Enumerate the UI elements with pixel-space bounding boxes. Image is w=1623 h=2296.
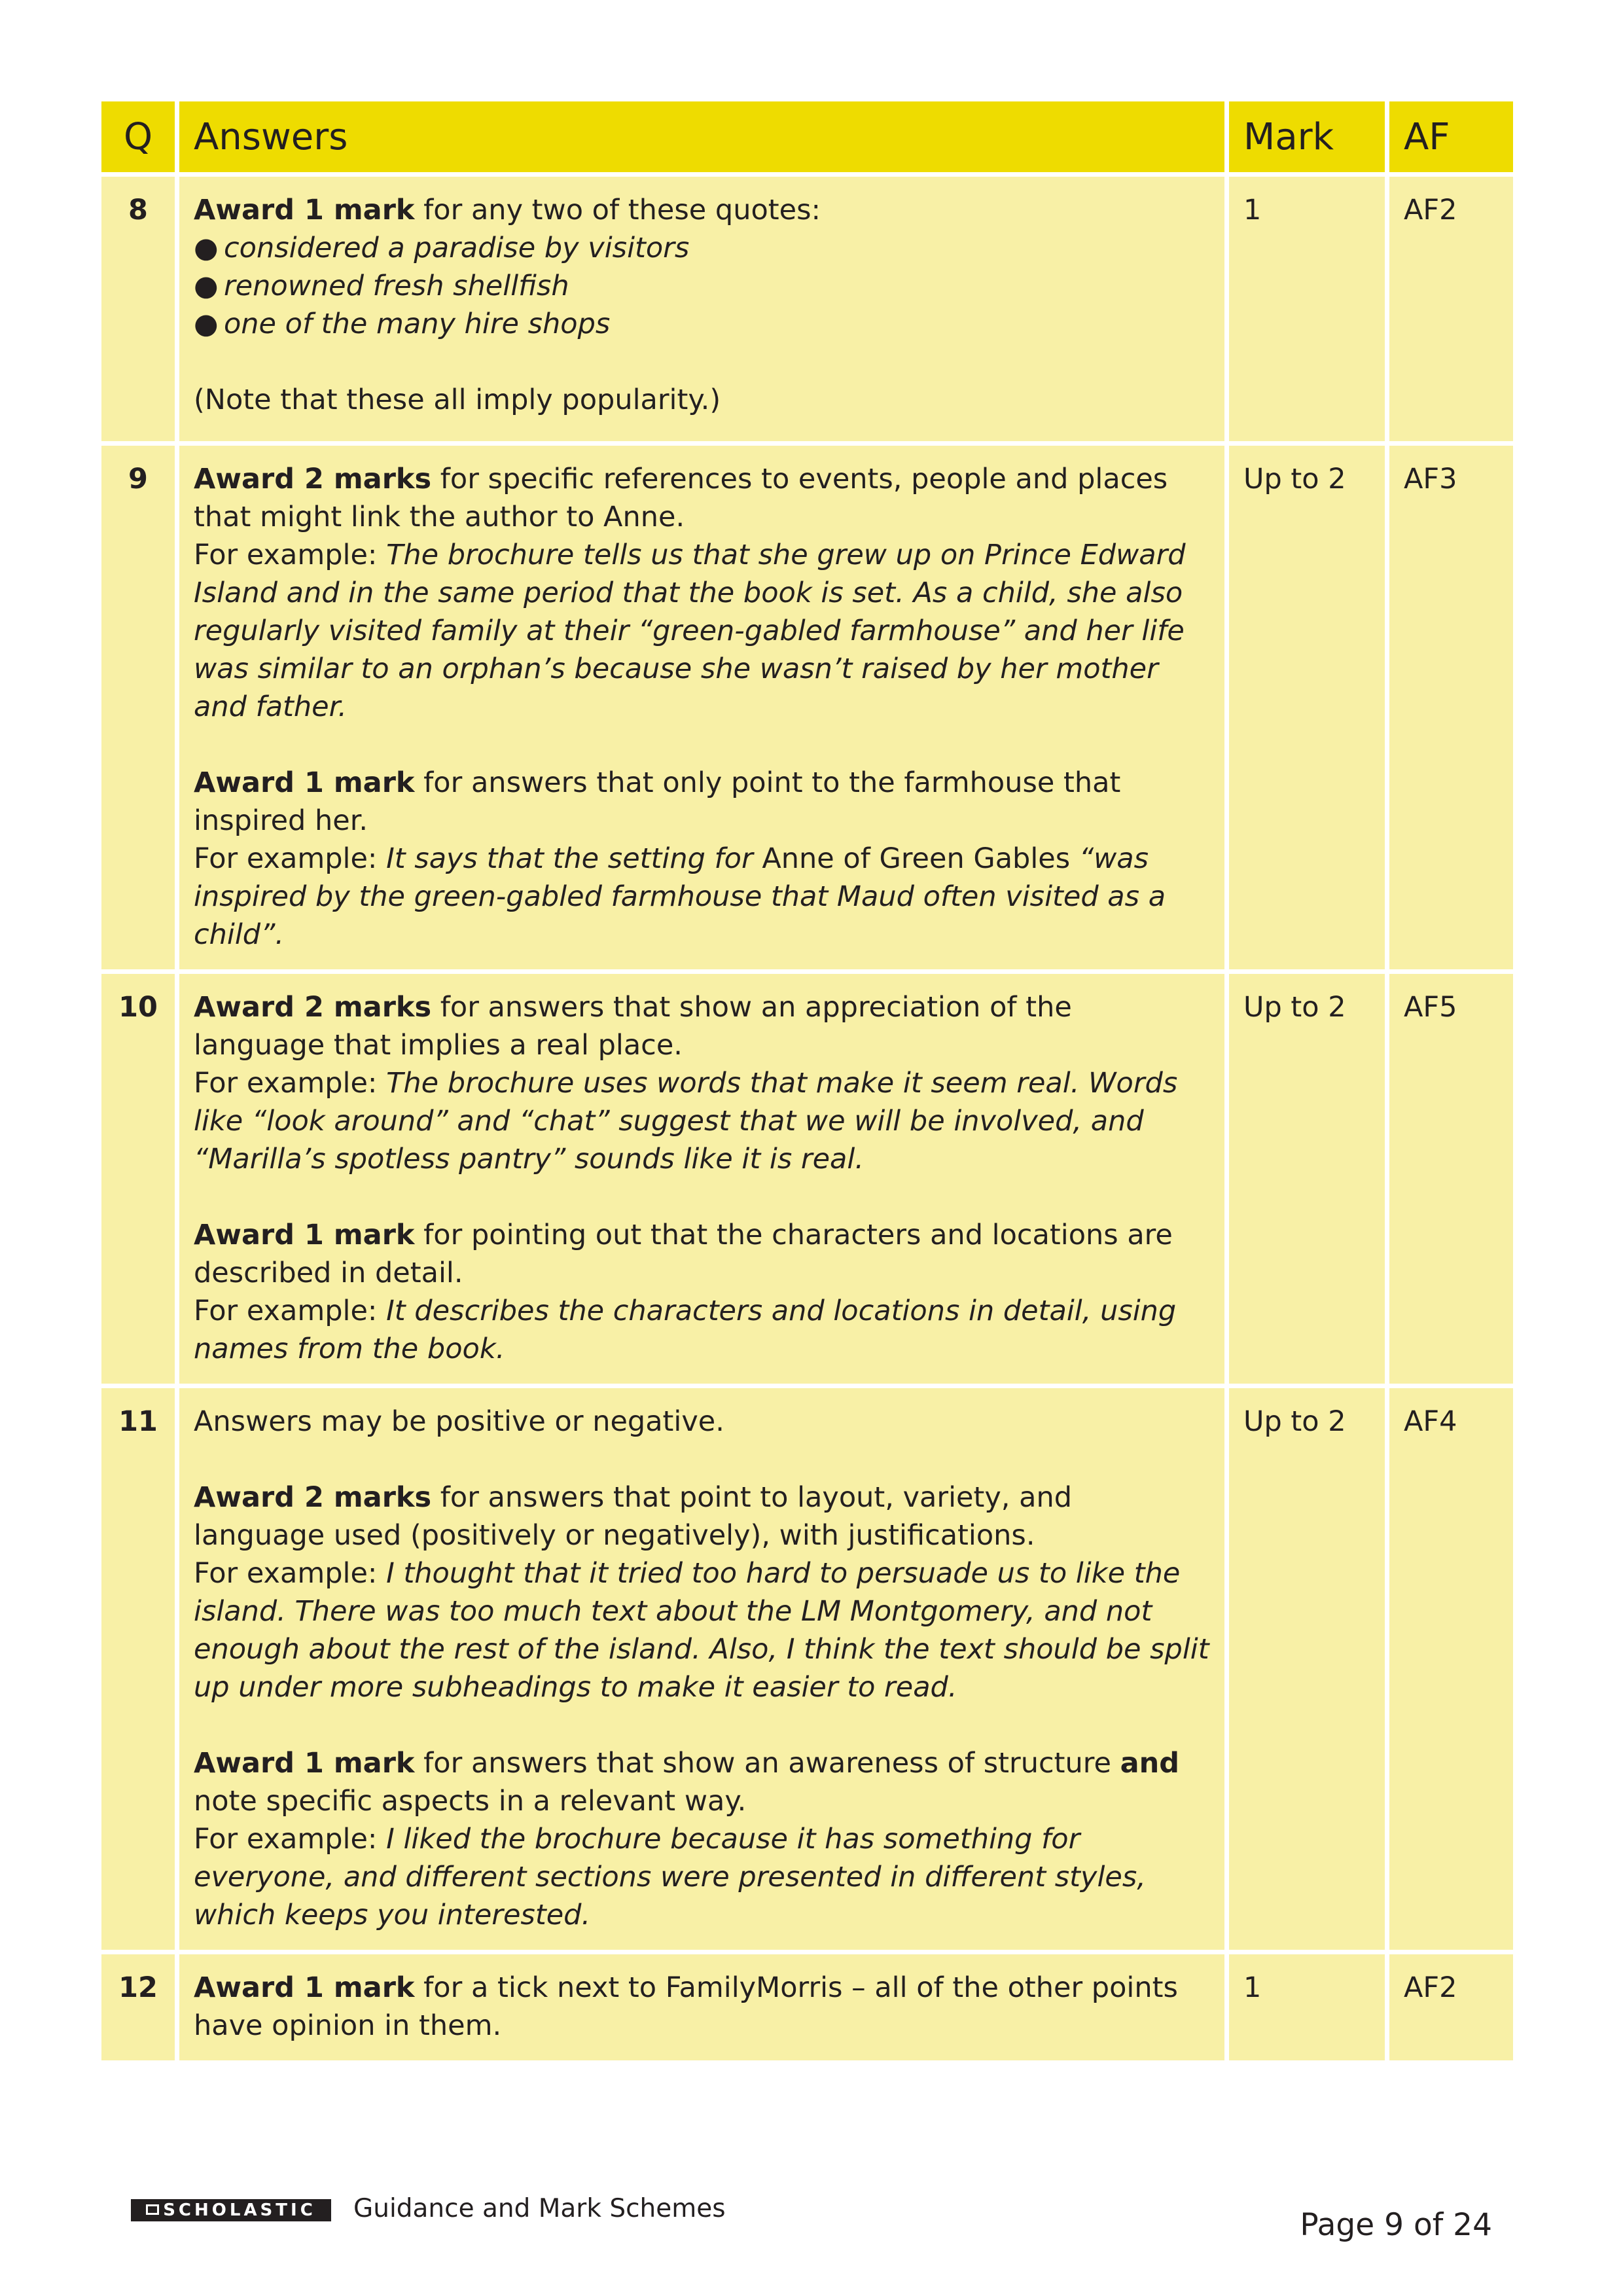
intro-text: Answers may be positive or negative. [194, 1405, 724, 1438]
example-text: I thought that it tried too hard to persuade us to like the island. There was too much text about the LM Montgomery, and not enough about the rest of the island. Also, I think the text should be split up under more subheadings to make it easier to read. [194, 1557, 1209, 1704]
bullet-icon: ● [194, 270, 219, 302]
page-number: Page 9 of 24 [1300, 2207, 1492, 2243]
table-header-row [101, 101, 1513, 172]
award-text: for answers that point to layout, variety, and language used (positively or negatively), with justifications. [194, 1481, 1073, 1552]
quote-list [194, 229, 1210, 343]
answer-cell [179, 1954, 1224, 2060]
answer-cell [179, 1388, 1224, 1950]
example-label: For example: [194, 539, 387, 571]
table-row [101, 974, 1513, 1384]
header-af: AF [1389, 101, 1513, 172]
award-label: Award 1 mark [194, 1219, 415, 1251]
list-item: ● renowned fresh shellfish [194, 267, 1210, 305]
table-row [101, 1388, 1513, 1950]
af-cell: AF2 [1389, 177, 1513, 441]
af-cell: AF5 [1389, 974, 1513, 1384]
example-label: For example: [194, 1067, 387, 1100]
header-q: Q [101, 101, 175, 172]
award-text: for answers that only point to the farmhouse that inspired her. [194, 766, 1121, 837]
award-label: Award 1 mark [194, 1971, 415, 2004]
mark-cell: Up to 2 [1229, 1388, 1385, 1950]
mark-cell: 1 [1229, 1954, 1385, 2060]
example-text: It says that the setting for [386, 842, 762, 875]
table-row [101, 446, 1513, 969]
award-label: Award 1 mark [194, 194, 415, 226]
award-text: for answers that show an awareness of structure [414, 1747, 1120, 1780]
mark-cell: Up to 2 [1229, 446, 1385, 969]
answer-cell [179, 446, 1224, 969]
award-label: Award 1 mark [194, 1747, 415, 1780]
header-answers: Answers [179, 101, 1224, 172]
award-text: for answers that show an appreciation of the language that implies a real place. [194, 991, 1072, 1062]
example-text: I liked the brochure because it has something for everyone, and different sections were presented in different styles, which keeps you interested. [194, 1823, 1146, 1931]
award-label: Award 2 marks [194, 991, 432, 1024]
mark-cell: 1 [1229, 177, 1385, 441]
example-label: For example: [194, 1295, 387, 1327]
example-text: “was inspired by the green-gabled farmhouse that Maud often visited as a child”. [194, 842, 1166, 951]
af-cell: AF4 [1389, 1388, 1513, 1950]
example-text: The brochure tells us that she grew up on Prince Edward Island and in the same period that the book is set. As a child, she also regularly visited family at their “green-gabled farmhouse” and her life was similar to an orphan’s because she wasn’t raised by her mother and father. [194, 539, 1186, 723]
table-row [101, 177, 1513, 441]
mark-scheme-table [97, 97, 1518, 2065]
answer-cell [179, 177, 1224, 441]
af-cell: AF2 [1389, 1954, 1513, 2060]
question-number: 10 [101, 974, 175, 1384]
example-label: For example: [194, 1557, 387, 1590]
example-label: For example: [194, 1823, 387, 1856]
question-number: 12 [101, 1954, 175, 2060]
award-text: note specific aspects in a relevant way. [194, 1785, 747, 1818]
footer-title: Guidance and Mark Schemes [353, 2194, 726, 2223]
award-text: for pointing out that the characters and locations are described in detail. [194, 1219, 1173, 1289]
example-text: It describes the characters and locations in detail, using names from the book. [194, 1295, 1177, 1365]
award-text: for specific references to events, people and places that might link the author to Anne. [194, 463, 1168, 533]
header-mark: Mark [1229, 101, 1385, 172]
award-label: Award 1 mark [194, 766, 415, 799]
list-item: ● considered a paradise by visitors [194, 229, 1210, 267]
table-row [101, 1954, 1513, 2060]
question-number: 8 [101, 177, 175, 441]
answer-cell [179, 974, 1224, 1384]
af-cell: AF3 [1389, 446, 1513, 969]
book-icon [146, 2204, 159, 2215]
book-title: Anne of Green Gables [762, 842, 1071, 875]
award-text: for any two of these quotes: [414, 194, 821, 226]
award-text: for a tick next to FamilyMorris – all of the other points have opinion in them. [194, 1971, 1178, 2042]
award-label: Award 2 marks [194, 463, 432, 495]
bullet-icon: ● [194, 232, 219, 264]
mark-cell: Up to 2 [1229, 974, 1385, 1384]
example-text: The brochure uses words that make it seem real. Words like “look around” and “chat” suggest that we will be involved, and “Marilla’s spotless pantry” sounds like it is real. [194, 1067, 1178, 1175]
question-number: 9 [101, 446, 175, 969]
example-label: For example: [194, 842, 387, 875]
list-item: ● one of the many hire shops [194, 305, 1210, 343]
note-text: (Note that these all imply popularity.) [194, 384, 721, 416]
bullet-icon: ● [194, 308, 219, 340]
award-label: Award 2 marks [194, 1481, 432, 1514]
scholastic-logo: SCHOLASTIC [131, 2199, 331, 2221]
question-number: 11 [101, 1388, 175, 1950]
emphasis-text: and [1120, 1747, 1179, 1780]
